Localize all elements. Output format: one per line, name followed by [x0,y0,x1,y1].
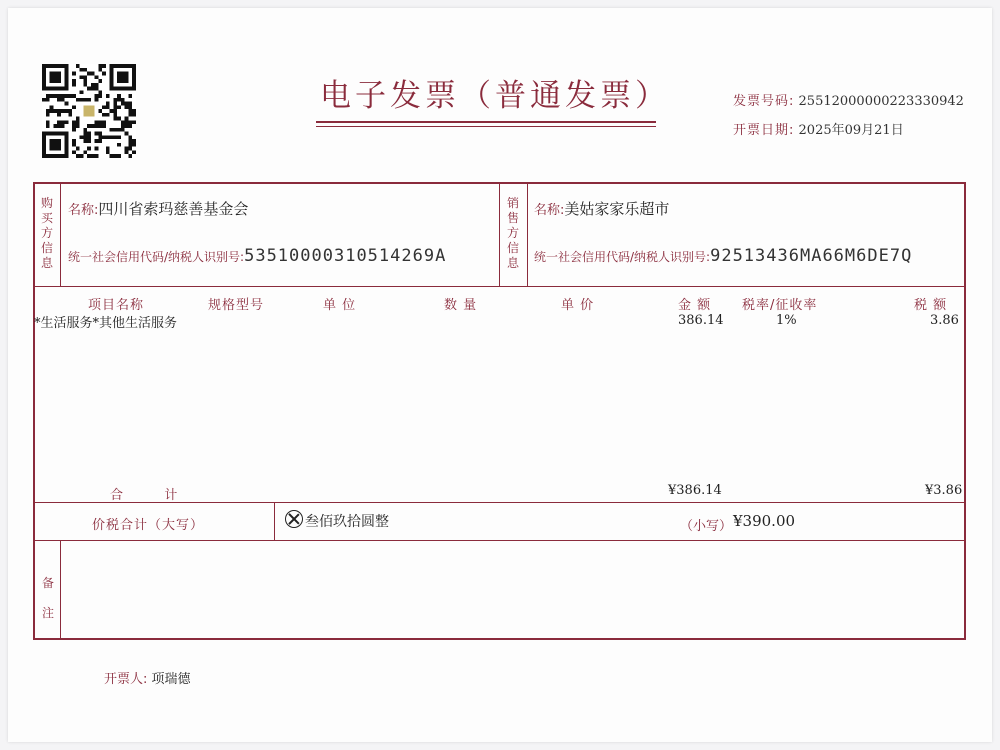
seller-side-char: 销 [506,196,519,210]
col-header-tax: 税 额 [914,298,948,313]
buyer-seller-divider [499,183,500,286]
issuer-name: 项瑞德 [151,672,191,687]
col-header-spec: 规格型号 [208,298,265,313]
invoice-number [733,90,964,109]
grand-total-in-words: 叁佰玖拾圆整 [305,514,389,530]
seller-name-label: 名称: [534,203,565,218]
total-tax: ¥3.86 [925,483,963,498]
issue-date-label: 开票日期: [733,123,795,138]
seller-side-char: 售 [506,211,519,225]
frame-left [33,182,35,640]
col-header-price: 单 价 [561,298,595,313]
seller-name-row [534,198,669,219]
item-name: *生活服务*其他生活服务 [34,316,178,331]
total-label: 合 计 [110,488,178,503]
invoice-title: 电子发票（普通发票） [320,78,670,114]
col-header-rate: 税率/征收率 [742,298,818,313]
grandtotal-divider [274,502,275,540]
buyer-side-char: 购 [40,196,53,210]
item-amount: 386.14 [678,313,724,328]
buyer-side-label [39,196,55,271]
grand-total-label: 价税合计（大写） [92,518,205,533]
issue-date [733,119,904,138]
buyer-label-divider [60,183,61,286]
buyer-side-char: 息 [40,256,53,270]
title-underline [316,121,656,123]
seller-code: 92513436MA66M6DE7Q [710,246,913,266]
buyer-code-row [68,246,446,266]
item-tax: 3.86 [930,313,959,328]
invoice-number-label: 发票号码: [733,94,795,109]
seller-side-label [505,196,521,271]
seller-label-divider [527,183,528,286]
invoice-number-value: 25512000000223330942 [798,94,964,109]
remarks-divider [60,540,61,639]
party-divider [33,286,966,287]
title-underline-thin [316,126,656,127]
buyer-name-label: 名称: [68,203,99,218]
buyer-name: 四川省索玛慈善基金会 [98,200,249,218]
col-header-amount: 金 额 [678,298,712,313]
buyer-side-char: 方 [40,226,53,240]
remarks-label [40,568,56,628]
col-header-item-name: 项目名称 [88,298,145,313]
grandtotal-bottom [33,540,966,541]
issuer [104,668,191,687]
issuer-label: 开票人: [104,672,148,687]
seller-side-char: 方 [506,226,519,240]
seller-side-char: 息 [506,256,519,270]
buyer-name-row [68,198,248,219]
seller-name: 美姑家家乐超市 [564,200,670,218]
buyer-code-label: 统一社会信用代码/纳税人识别号: [68,250,245,264]
remarks-char: 注 [41,606,54,620]
grand-total-in-figures: ¥390.00 [733,512,796,530]
cross-circle-icon [285,510,303,528]
seller-code-label: 统一社会信用代码/纳税人识别号: [534,250,711,264]
buyer-code: 53510000310514269A [244,246,447,266]
seller-side-char: 信 [506,241,519,255]
buyer-side-char: 买 [40,211,53,225]
seller-code-row [534,246,912,266]
frame-right [964,182,966,640]
qr-code [42,64,136,158]
issue-date-value: 2025年09月21日 [798,123,904,138]
item-rate: 1% [776,313,797,328]
remarks-char: 备 [41,576,54,590]
col-header-unit: 单 位 [323,298,357,313]
grand-total-small-label: （小写） [680,519,733,534]
buyer-side-char: 信 [40,241,53,255]
frame-bottom [33,638,966,640]
total-amount: ¥386.14 [668,483,722,498]
col-header-qty: 数 量 [444,298,478,313]
